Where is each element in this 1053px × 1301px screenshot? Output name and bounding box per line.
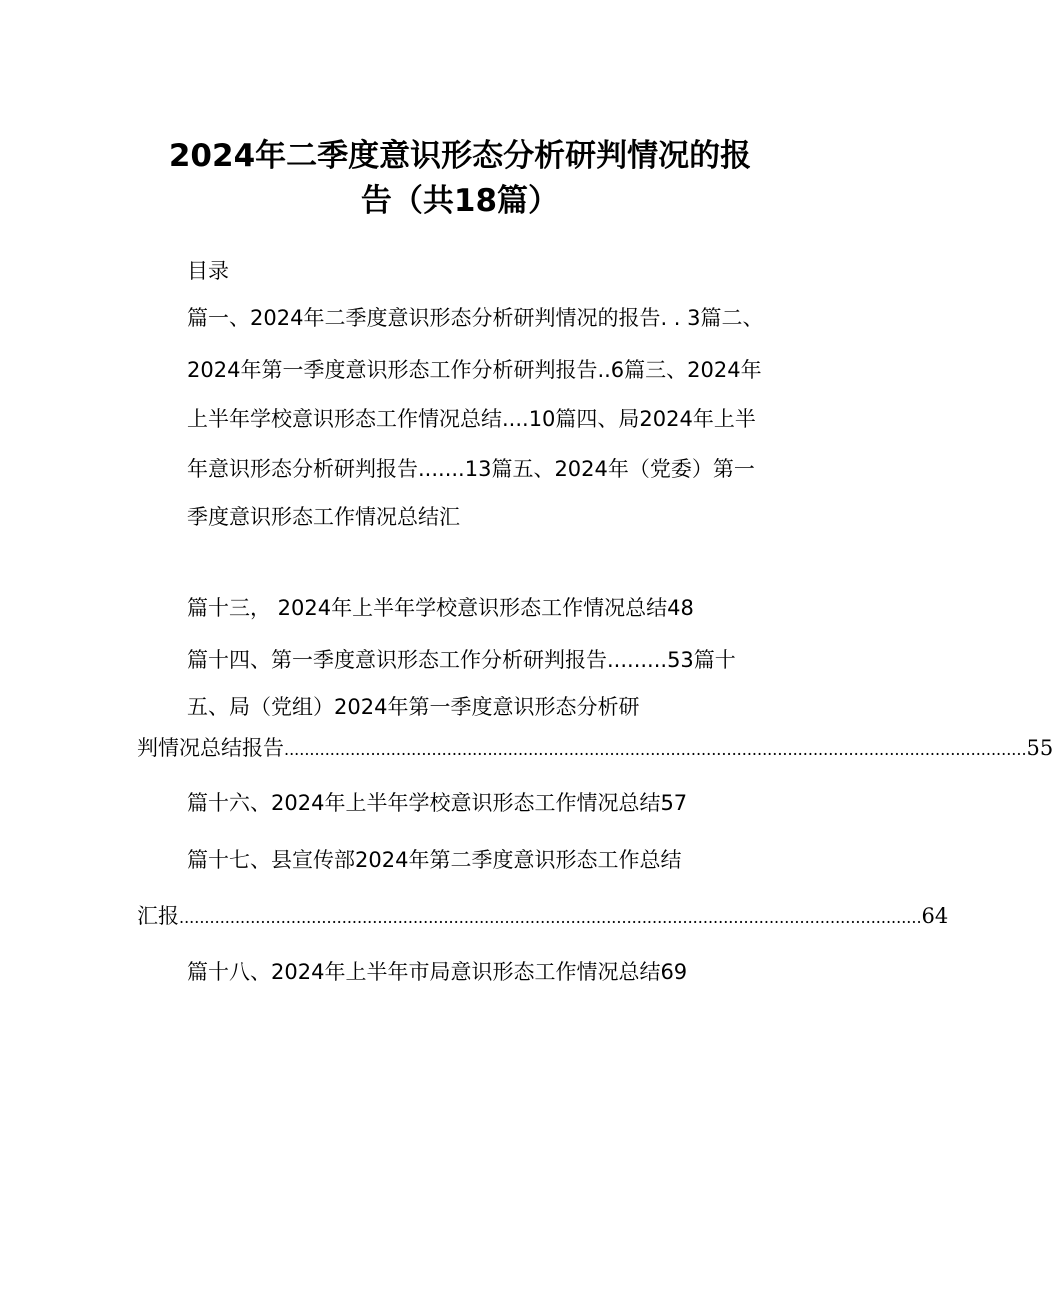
toc-entry-15-text: 判情况总结报告 (137, 736, 284, 760)
toc-entry-17-text: 汇报 (137, 904, 179, 928)
toc-entry-17-row (137, 901, 949, 933)
toc-paragraph-line: 季度意识形态工作情况总结汇 (187, 505, 460, 529)
toc-entry-14-line-1: 篇十四、第一季度意识形态工作分析研判报告.........53篇十 (187, 648, 736, 672)
toc-entry-18: 篇十八、2024年上半年市局意识形态工作情况总结69 (187, 960, 688, 984)
toc-entry-17-page: 64 (921, 904, 949, 928)
document-title-line-2: 告（共18篇） (360, 183, 560, 219)
toc-entry-16: 篇十六、2024年上半年学校意识形态工作情况总结57 (187, 791, 688, 815)
document-title-line-1: 2024年二季度意识形态分析研判情况的报 (168, 138, 752, 174)
dot-leader: .................................................................................................................................................. (179, 908, 922, 927)
dot-leader: .................................................................................................................................................. (284, 740, 1027, 759)
toc-heading: 目录 (187, 259, 229, 283)
toc-paragraph-line: 篇一、2024年二季度意识形态分析研判情况的报告. . 3篇二、 (187, 306, 764, 330)
toc-entry-15-row (137, 733, 1053, 765)
toc-paragraph-line: 2024年第一季度意识形态工作分析研判报告..6篇三、2024年 (187, 358, 762, 382)
toc-entry-15-page: 55 (1026, 736, 1053, 760)
toc-entry-14-line-2: 五、局（党组）2024年第一季度意识形态分析研 (187, 695, 640, 719)
toc-paragraph-line: 上半年学校意识形态工作情况总结....10篇四、局2024年上半 (187, 407, 756, 431)
toc-paragraph-line: 年意识形态分析研判报告.......13篇五、2024年（党委）第一 (187, 457, 755, 481)
toc-entry-17-line-1: 篇十七、县宣传部2024年第二季度意识形态工作总结 (187, 848, 682, 872)
toc-entry-13: 篇十三， 2024年上半年学校意识形态工作情况总结48 (187, 596, 694, 620)
